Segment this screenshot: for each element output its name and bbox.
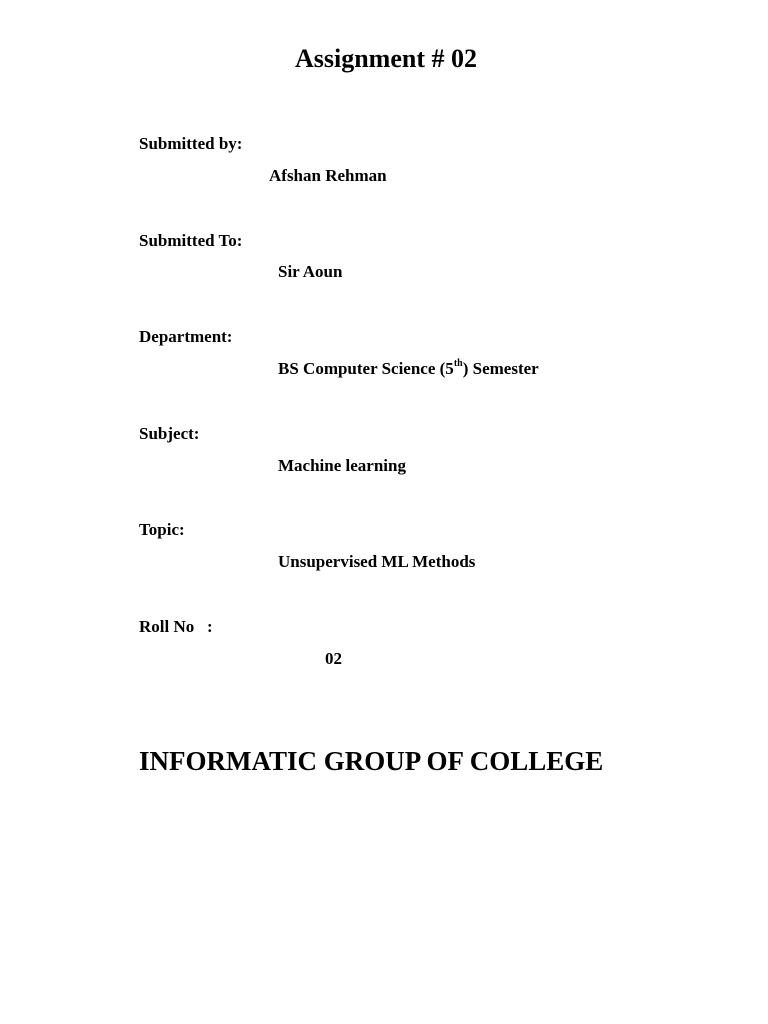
department-value (278, 359, 539, 379)
subject-value: Machine learning (278, 456, 406, 475)
subject-label: Subject: (139, 424, 200, 443)
submitted-by-label: Submitted by: (139, 134, 243, 153)
submitted-to-label: Submitted To: (139, 231, 243, 250)
topic-value: Unsupervised ML Methods (278, 552, 476, 571)
department-value-prefix: BS Computer Science (5 (278, 359, 454, 378)
submitted-to-value: Sir Aoun (278, 262, 343, 281)
topic-label: Topic: (139, 520, 185, 539)
roll-no-value: 02 (325, 649, 342, 668)
submitted-by-value: Afshan Rehman (269, 166, 387, 185)
department-value-suffix: ) Semester (462, 359, 539, 378)
department-label: Department: (139, 327, 233, 346)
roll-no-label: Roll No : (139, 617, 213, 636)
college-name: INFORMATIC GROUP OF COLLEGE (139, 746, 604, 776)
department-value-superscript: th (453, 358, 463, 370)
page-title: Assignment # 02 (294, 44, 477, 73)
